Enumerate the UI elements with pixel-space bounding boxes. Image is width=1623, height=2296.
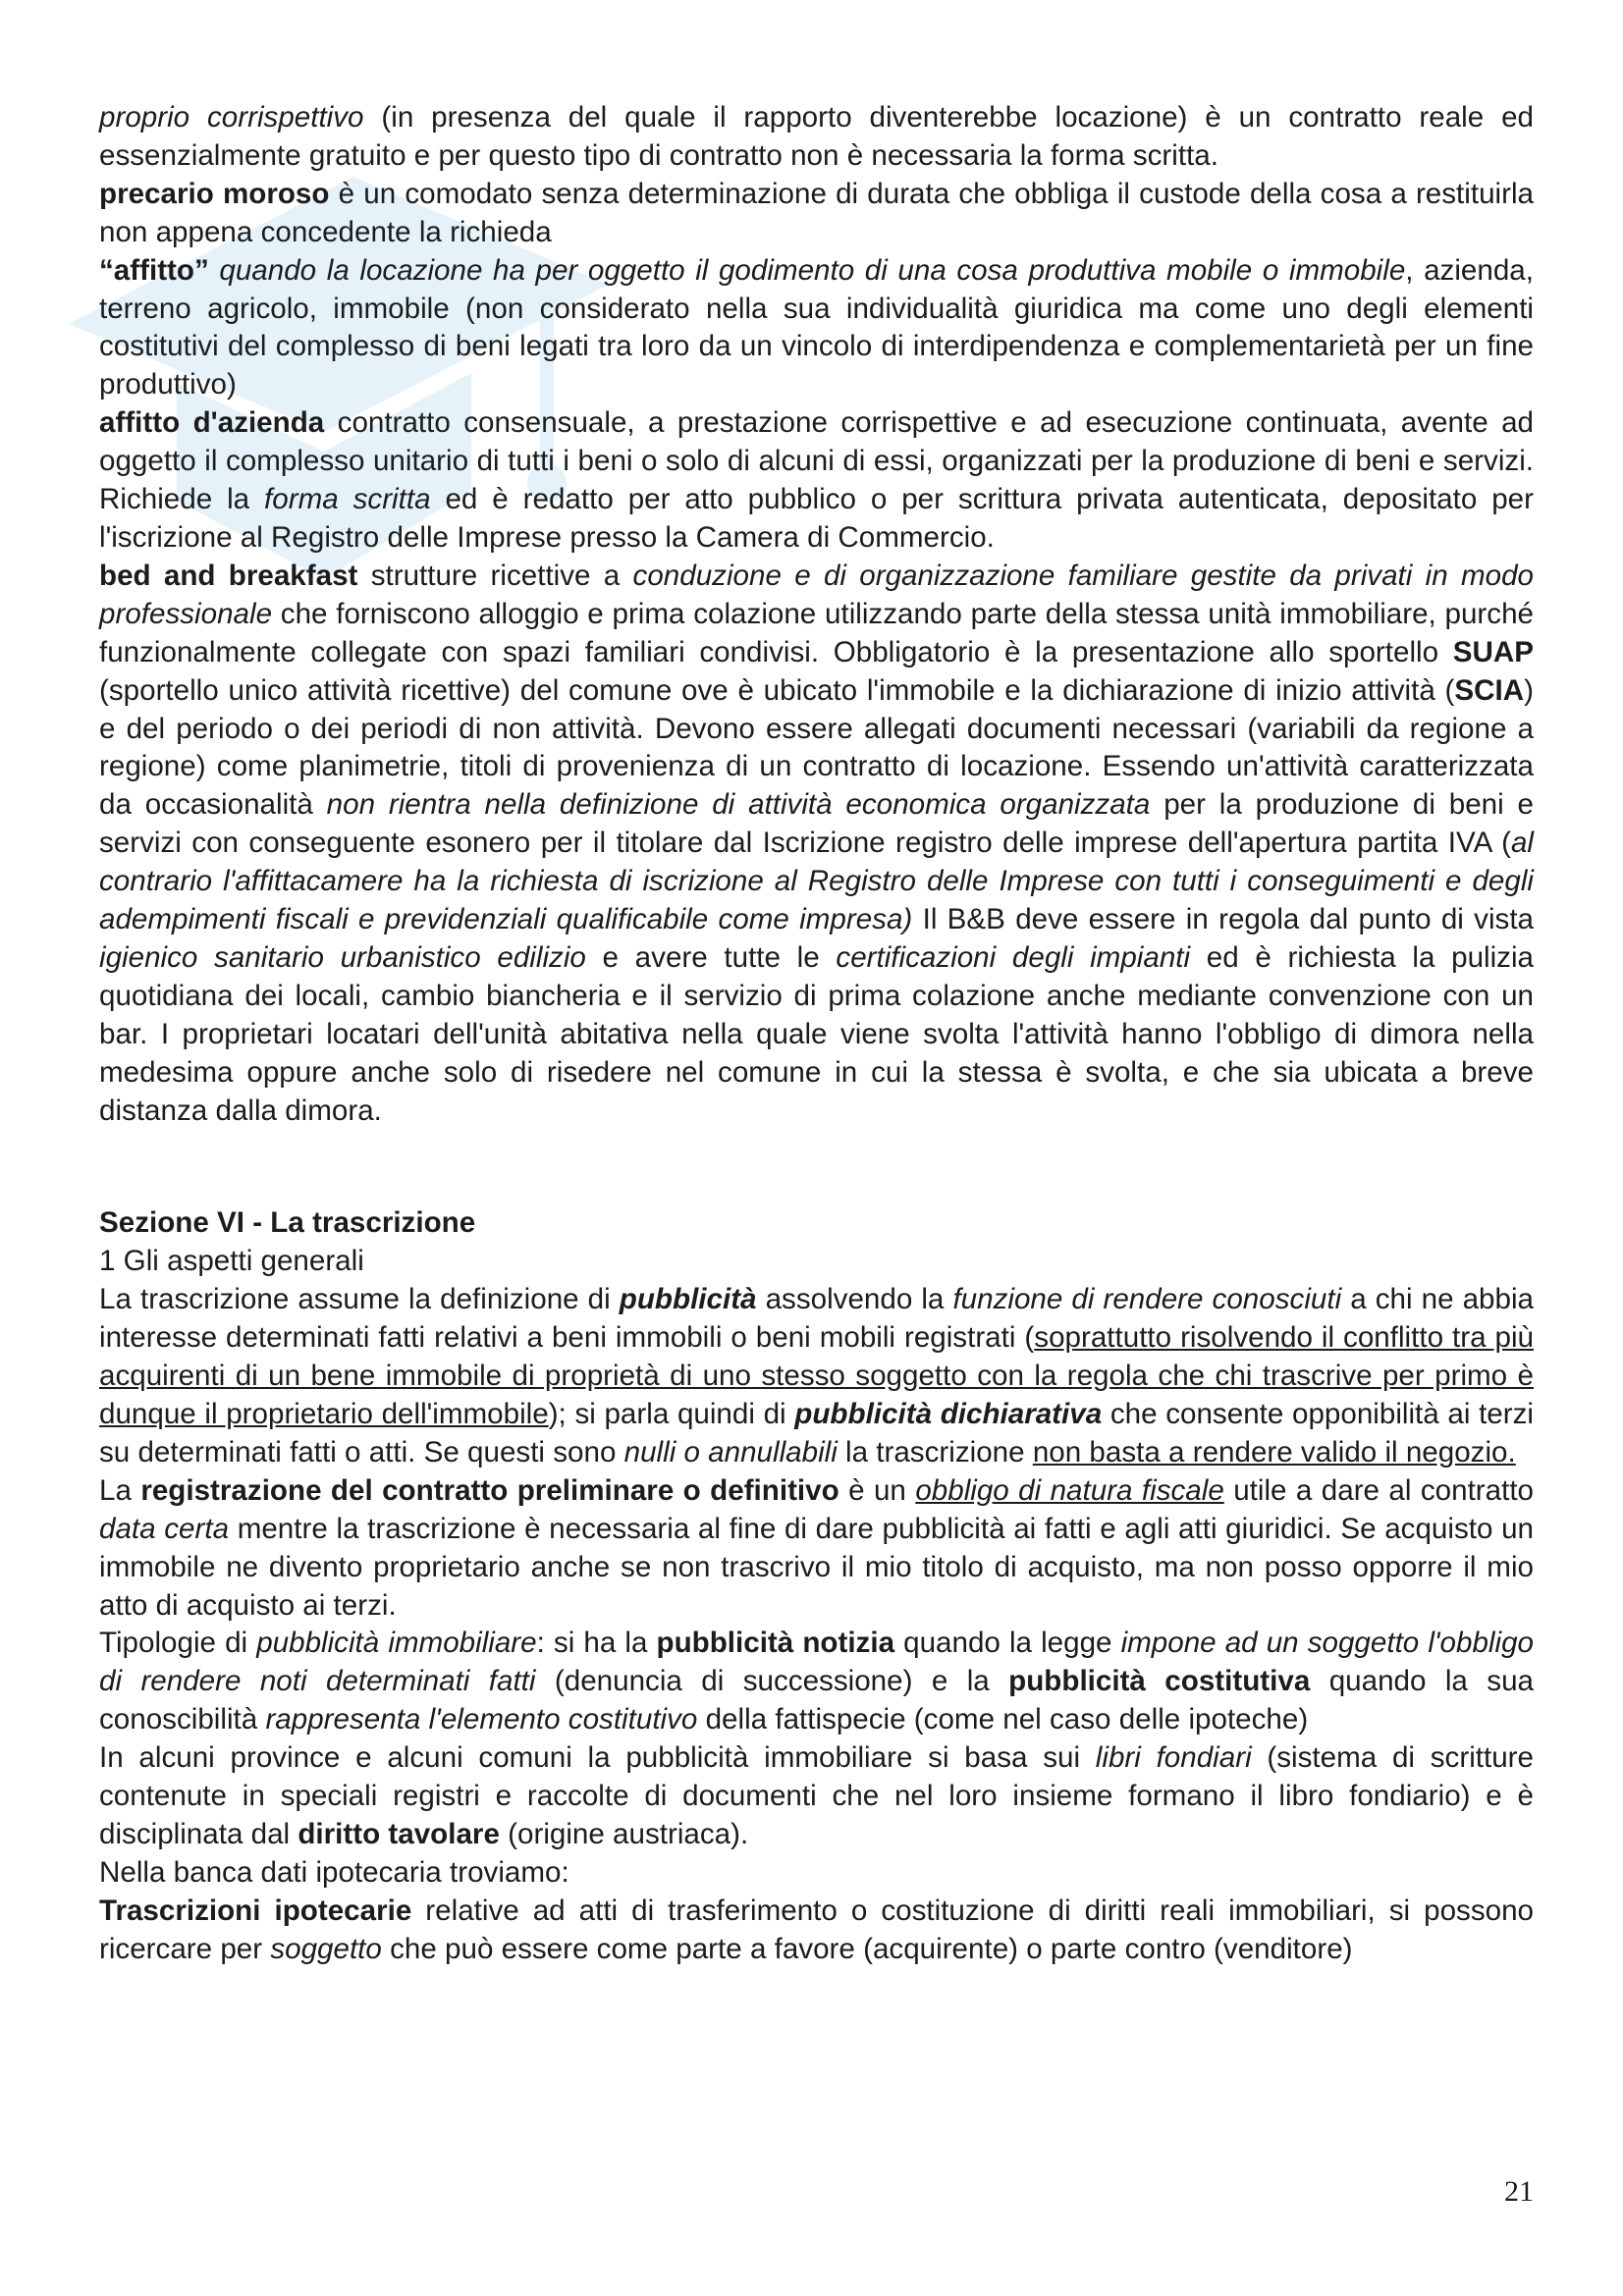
paragraph (99, 404, 1534, 558)
page-number: 21 (1504, 2175, 1534, 2208)
text-run: quando la legge (894, 1627, 1121, 1660)
text-run: quando la sua conoscibilità (99, 1665, 1535, 1736)
intro-paragraphs (99, 99, 1534, 1130)
text-run: La trascrizione assume la definizione di (99, 1283, 620, 1316)
text-run: contratto consensuale, a prestazione corrispettive e ad esecuzione continuata, avente ad oggetto il complesso unitario di tutti i beni o solo di alcuni di essi, organizzati per la produzione di beni e servizi. Richiede la (99, 406, 1534, 516)
text-run: nulli o annullabili (623, 1435, 838, 1468)
text-run: (sportello unico attività ricettive) del comune ove è ubicato l'immobile e la dichiarazione di inizio attività ( (99, 673, 1455, 707)
text-run: Tipologie di (99, 1627, 257, 1660)
text-run: è un comodato senza determinazione di durata che obbliga il custode della cosa a restituirla non appena concedente la richieda (99, 177, 1534, 248)
text-run: che consente opponibilità ai terzi su determinati fatti o atti. Se questi sono (99, 1398, 1534, 1468)
text-run: soggetto (270, 1932, 382, 1965)
text-run: igienico sanitario urbanistico edilizio (99, 940, 586, 974)
text-run: ed è richiesta la pulizia quotidiana dei locali, cambio biancheria e il servizio di prima colazione anche mediante convenzione con un bar. I proprietari locatari dell'unità abitativa nella quale viene svolta l'attività hanno l'obbligo di dimora nella medesima oppure anche solo di risedere nel comune in cui la stessa è svolta, e che sia ubicata a breve distanza dalla dimora. (99, 940, 1535, 1127)
paragraph (99, 1854, 1534, 1893)
text-run: : si ha la (536, 1627, 657, 1660)
text-run: data certa (99, 1512, 230, 1545)
text-run: pubblicità notizia (656, 1627, 895, 1660)
text-run: ) e del periodo o dei periodi di non attività. Devono essere allegati documenti necessari (variabili da regione a regione) come planimetrie, titoli di provenienza di un contratto di locazione. Essendo un'attività caratterizzata da occasionalità (99, 673, 1534, 822)
text-run: rappresenta l'elemento costitutivo (265, 1703, 698, 1736)
text-run: (origine austriaca). (499, 1817, 749, 1850)
text-run: al contrario l'affittacamere ha la richiesta di iscrizione al Registro delle Imprese con tutti i conseguimenti e degli adempimenti fiscali e previdenziali qualificabile come impresa) (99, 827, 1534, 936)
text-run: la trascrizione (837, 1435, 1033, 1468)
text-run: conduzione e di organizzazione familiare gestite da privati in modo professionale (99, 559, 1534, 630)
text-run: pubblicità costitutiva (1008, 1665, 1311, 1698)
text-run: pubblicità (619, 1283, 757, 1316)
text-run: utile a dare al contratto (1223, 1473, 1535, 1507)
text-run (209, 254, 220, 287)
text-run: mentre la trascrizione è necessaria al fine di dare pubblicità ai fatti e agli atti giuridici. Se acquisto un immobile ne divento proprietario anche se non trascrivo il mio titolo di acquisto, ma non posso opporre il mio atto di acquisto ai terzi. (99, 1512, 1534, 1622)
section-gap (99, 1130, 1534, 1204)
paragraph (99, 252, 1534, 405)
text-run: precario moroso (99, 177, 330, 210)
paragraph (99, 558, 1534, 1131)
text-run: Il B&B deve essere in regola dal punto di vista (912, 903, 1534, 936)
text-run: impone ad un soggetto l'obbligo di rendere noti determinati fatti (99, 1627, 1534, 1698)
text-run: obbligo di natura fiscale (915, 1473, 1224, 1507)
text-run: che può essere come parte a favore (acquirente) o parte contro (venditore) (381, 1932, 1353, 1965)
paragraph (99, 1281, 1534, 1472)
text-run: funzione di rendere conosciuti (952, 1283, 1342, 1316)
text-run: non basta a rendere valido il negozio. (1032, 1435, 1516, 1468)
text-run: “affitto” (99, 253, 209, 287)
text-run: In alcuni province e alcuni comuni la pubblicità immobiliare si basa sui (99, 1741, 1096, 1775)
section-title: Sezione VI - La trascrizione (99, 1206, 476, 1240)
text-run: Trascrizioni ipotecarie (99, 1894, 412, 1927)
text-run: SCIA (1454, 673, 1525, 707)
text-run: certificazioni degli impianti (836, 940, 1191, 974)
text-run: bed and breakfast (99, 559, 358, 592)
text-run: SUAP (1452, 635, 1534, 668)
text-run: Nella banca dati ipotecaria troviamo: (99, 1855, 569, 1889)
text-run: pubblicità dichiarativa (794, 1398, 1103, 1430)
text-run: affitto d'azienda (99, 406, 325, 440)
text-run: libri fondiari (1095, 1741, 1252, 1775)
text-run: forma scritta (264, 483, 431, 516)
document-body (99, 99, 1534, 1969)
text-run: per la produzione di beni e servizi con conseguente esonero per il titolare dal Iscrizione registro delle imprese dell'apertura partita IVA ( (99, 788, 1534, 860)
text-run: diritto tavolare (298, 1817, 500, 1850)
text-run: La (99, 1473, 141, 1507)
text-run: non rientra nella definizione di attività economica organizzata (326, 788, 1151, 822)
text-run: , azienda, terreno agricolo, immobile (non considerato nella sua individualità giuridica ma come uno degli elementi costitutivi del complesso di beni legati tra loro da un vincolo di interdipendenza e complementarietà per un fine produttivo) (99, 253, 1534, 401)
section-subtitle: 1 Gli aspetti generali (99, 1245, 364, 1278)
text-run: soprattutto risolvendo il conflitto tra più acquirenti di un bene immobile di proprietà di uno stesso soggetto con la regola che chi trascrive per primo è dunque il proprietario dell'immobile (99, 1321, 1534, 1430)
text-run: (in presenza del quale il rapporto diventerebbe locazione) è un contratto reale ed essenzialmente gratuito e per questo tipo di contratto non è necessaria la forma scritta. (99, 101, 1535, 172)
text-run: che forniscono alloggio e prima colazione utilizzando parte della stessa unità immobiliare, purché funzionalmente collegate con spazi familiari condivisi. Obbligatorio è la presentazione allo sportello (99, 597, 1534, 668)
paragraph (99, 176, 1534, 252)
paragraph (99, 1893, 1534, 1969)
text-run: registrazione del contratto preliminare o definitivo (140, 1473, 839, 1507)
text-run: assolvendo la (756, 1283, 953, 1316)
paragraph (99, 1472, 1534, 1626)
text-run: relative ad atti di trasferimento o costituzione di diritti reali immobiliari, si possono ricercare per (99, 1894, 1534, 1965)
text-run: è un (839, 1473, 916, 1507)
paragraph (99, 99, 1534, 176)
section-paragraphs (99, 1281, 1534, 1968)
text-run: e avere tutte le (585, 940, 837, 974)
text-run: (sistema di scritture contenute in speciali registri e raccolte di documenti che nel loro insieme formano il libro fondiario) e è disciplinata dal (99, 1741, 1534, 1850)
text-run: proprio corrispettivo (99, 101, 364, 133)
text-run: della fattispecie (come nel caso delle ipoteche) (697, 1703, 1309, 1736)
paragraph (99, 1739, 1534, 1854)
text-run: ); si parla quindi di (548, 1398, 795, 1430)
text-run: (denuncia di successione) e la (535, 1665, 1009, 1698)
text-run: strutture ricettive a (357, 559, 633, 592)
text-run: pubblicità immobiliare (256, 1627, 537, 1660)
text-run: ed è redatto per atto pubblico o per scrittura privata autenticata, depositato per l'iscrizione al Registro delle Imprese presso la Camera di Commercio. (99, 483, 1534, 554)
paragraph (99, 1625, 1534, 1739)
text-run: a chi ne abbia interesse determinati fatti relativi a beni immobili o beni mobili registrati ( (99, 1283, 1535, 1355)
text-run: quando la locazione ha per oggetto il godimento di una cosa produttiva mobile o immobile (219, 253, 1406, 287)
